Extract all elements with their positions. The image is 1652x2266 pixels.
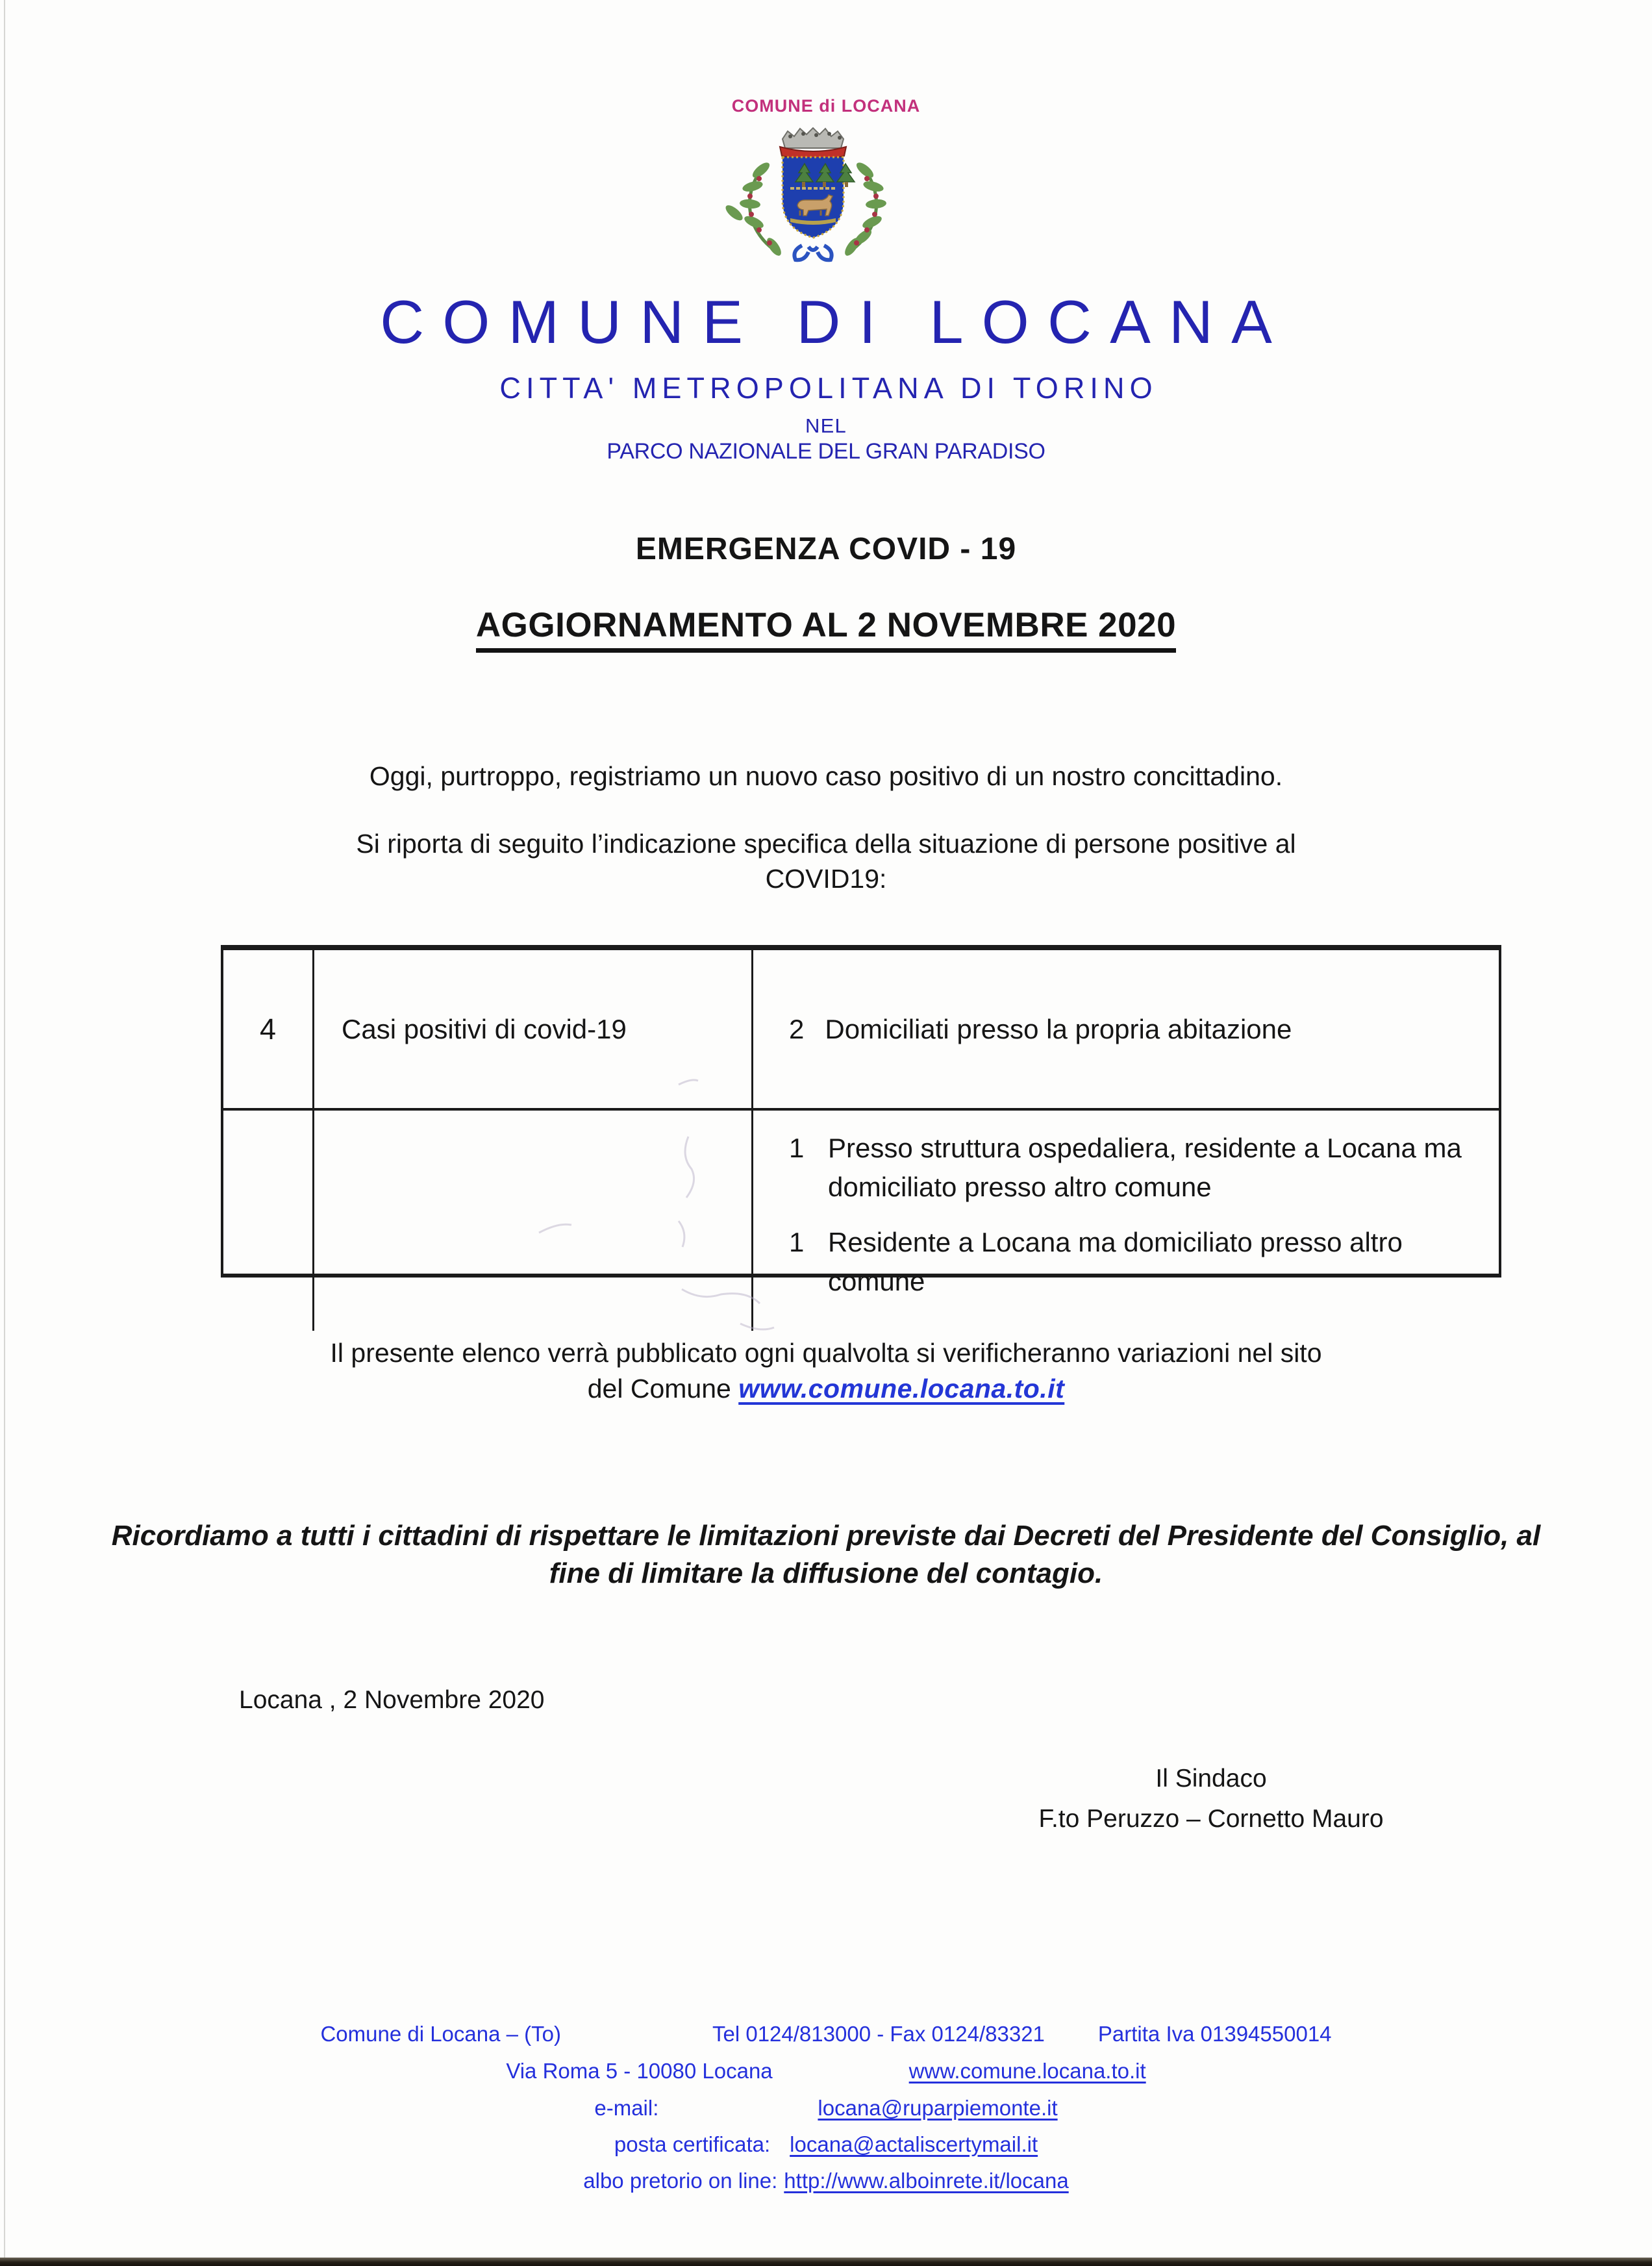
situation-line1: Si riporta di seguito l’indicazione specifica della situazione di persone positive al	[356, 829, 1296, 859]
place-date-line: Locana , 2 Novembre 2020	[239, 1686, 545, 1714]
signature-name: F.to Peruzzo – Cornetto Mauro	[1038, 1805, 1384, 1833]
empty-cell-1	[223, 1111, 314, 1331]
crest-caption: COMUNE di LOCANA	[731, 96, 921, 116]
signature-role: Il Sindaco	[1155, 1765, 1267, 1793]
footer-tel-fax: Tel 0124/813000 - Fax 0124/83321	[712, 2022, 1045, 2046]
home-isolation-text: Domiciliati presso la propria abitazione	[825, 1013, 1292, 1044]
municipality-title: COMUNE DI LOCANA	[380, 288, 1290, 356]
nel-subtitle: NEL	[805, 414, 847, 437]
park-subtitle: PARCO NAZIONALE DEL GRAN PARADISO	[607, 439, 1045, 464]
footer-albo-label: albo pretorio on line:	[583, 2169, 778, 2193]
footer-line-2	[0, 2059, 1652, 2083]
home-isolation-count: 2	[789, 1013, 805, 1044]
emergency-title: EMERGENZA COVID - 19	[635, 532, 1017, 566]
footer-albo-link[interactable]: http://www.alboinrete.it/locana	[784, 2169, 1069, 2193]
intro-paragraph: Oggi, purtroppo, registriamo un nuovo caso positivo di un nostro concittadino.	[369, 761, 1283, 791]
publication-paragraph	[0, 1335, 1652, 1407]
other-comune-case-count: 1	[789, 1227, 805, 1258]
other-comune-case-text: Residente a Locana ma domiciliato presso altro comune	[828, 1227, 1403, 1296]
other-comune-case-item	[789, 1223, 1473, 1300]
footer-website-link[interactable]: www.comune.locana.to.it	[908, 2059, 1146, 2083]
hospital-case-item	[789, 1129, 1473, 1206]
update-title-text: AGGIORNAMENTO AL 2 NOVEMBRE 2020	[476, 605, 1176, 653]
situation-line2: COVID19:	[765, 864, 887, 894]
footer-line-3	[0, 2096, 1652, 2121]
footer-email-link[interactable]: locana@ruparpiemonte.it	[818, 2096, 1058, 2120]
home-isolation-cell	[753, 950, 1499, 1111]
publication-line2	[0, 1371, 1652, 1407]
comune-website-link[interactable]: www.comune.locana.to.it	[738, 1374, 1065, 1404]
footer-email-label: e-mail:	[594, 2096, 659, 2120]
scan-edge-bottom	[0, 2258, 1652, 2266]
hospital-case-text: Presso struttura ospedaliera, residente a Locana ma domiciliato presso altro comune	[828, 1133, 1462, 1202]
footer-pec-link[interactable]: locana@actaliscertymail.it	[790, 2132, 1038, 2156]
municipal-coat-of-arms-icon	[725, 118, 901, 264]
publication-prefix: del Comune	[587, 1374, 739, 1404]
footer-line-4	[0, 2132, 1652, 2157]
update-title	[0, 605, 1652, 653]
coat-of-arms-graphic	[725, 118, 901, 264]
signature-block	[974, 1759, 1448, 1840]
situation-paragraph	[0, 826, 1652, 896]
footer-line-5	[0, 2169, 1652, 2193]
metropolitan-city-subtitle: CITTA' METROPOLITANA DI TORINO	[499, 371, 1158, 405]
footer-address: Via Roma 5 - 10080 Locana	[506, 2059, 773, 2083]
footer-comune-name: Comune di Locana – (To)	[320, 2022, 561, 2046]
cases-label-cell: Casi positivi di covid-19	[314, 950, 753, 1111]
covid-cases-table	[221, 945, 1501, 1296]
footer-pec-label: posta certificata:	[614, 2132, 771, 2156]
total-cases-cell: 4	[223, 950, 314, 1111]
publication-line1: Il presente elenco verrà pubblicato ogni qualvolta si verificheranno variazioni nel sito	[330, 1338, 1322, 1368]
footer-partita-iva: Partita Iva 01394550014	[1097, 2022, 1332, 2046]
hospital-case-count: 1	[789, 1133, 805, 1163]
reminder-paragraph: Ricordiamo a tutti i cittadini di rispettare le limitazioni previste dai Decreti del Presidente del Consiglio, al fine di limitare la diffusione del contagio.	[111, 1520, 1541, 1590]
empty-cell-2	[314, 1111, 753, 1331]
other-cases-cell	[753, 1111, 1499, 1331]
footer-line-1	[0, 2022, 1652, 2046]
